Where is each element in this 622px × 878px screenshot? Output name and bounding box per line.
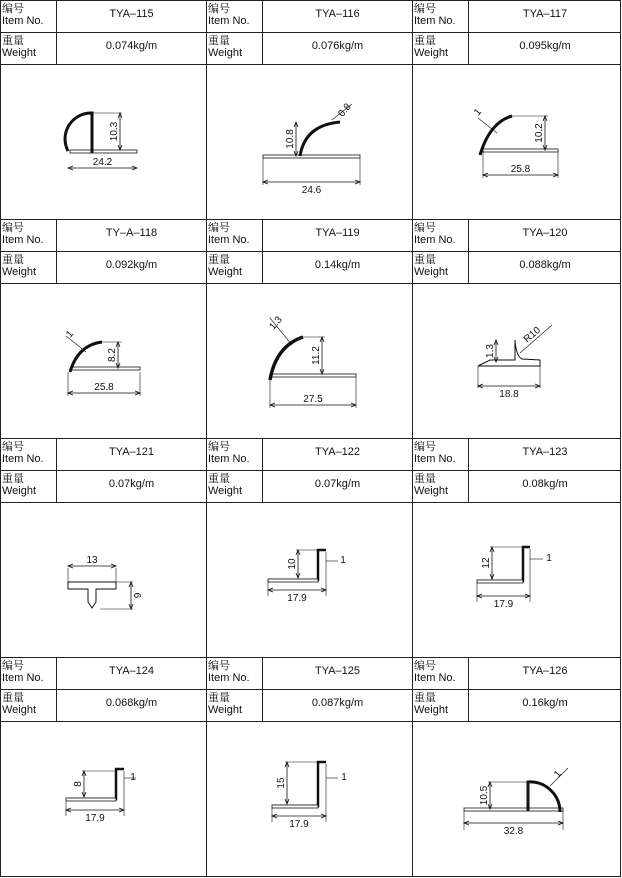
dimension-label: 27.5	[303, 394, 323, 405]
dimension-label: 8.2	[107, 348, 118, 362]
weight-label-cn: 重量	[414, 254, 436, 266]
dimension-label: 17.9	[287, 593, 307, 604]
item-label-cn: 编号	[414, 3, 436, 15]
dimension-label: R10	[521, 324, 543, 346]
weight-label-cn: 重量	[2, 692, 24, 704]
weight-label-en: Weight	[208, 47, 243, 59]
dimension-label: 1	[64, 328, 77, 341]
profile-drawing	[65, 113, 137, 170]
item-number: TYA–121	[108, 446, 155, 458]
item-label-cn: 编号	[208, 441, 230, 453]
item-label-cn: 编号	[414, 660, 436, 672]
item-number: TYA–115	[109, 8, 154, 20]
profile-drawing	[477, 547, 552, 610]
item-label-en: Item No.	[414, 234, 456, 246]
item-number: TYA–116	[315, 8, 360, 20]
weight-label-cn: 重量	[414, 473, 436, 485]
item-weight: 0.07kg/m	[314, 478, 361, 490]
dimension-label: 24.2	[92, 157, 113, 168]
profile-drawing	[68, 555, 144, 609]
item-label-cn: 编号	[2, 660, 24, 672]
profile-drawing	[464, 768, 568, 837]
profile-drawing	[66, 769, 136, 824]
dimension-label: 32.8	[503, 826, 524, 837]
weight-label-cn: 重量	[208, 35, 230, 47]
weight-label-en: Weight	[208, 485, 243, 497]
item-label-cn: 编号	[414, 222, 436, 234]
item-label-en: Item No.	[2, 15, 44, 27]
dimension-label: 10	[287, 558, 298, 570]
item-label-en: Item No.	[208, 453, 250, 465]
dimension-label: 25.8	[94, 382, 114, 393]
dimension-label: 1	[341, 772, 347, 783]
dimension-label: 11.2	[311, 346, 322, 365]
profile-drawing	[478, 325, 552, 400]
item-weight: 0.088kg/m	[519, 259, 571, 271]
weight-label-en: Weight	[414, 704, 449, 716]
dimension-label: 10.8	[285, 129, 296, 149]
dimension-label: 18.8	[499, 389, 519, 400]
profile-drawing	[472, 106, 558, 178]
item-label-cn: 编号	[2, 3, 24, 15]
dimension-label: 1	[552, 768, 565, 781]
weight-label-en: Weight	[2, 266, 37, 278]
dimension-label: 8	[73, 781, 84, 787]
weight-label-cn: 重量	[208, 473, 230, 485]
dimension-label: 1	[340, 555, 346, 566]
weight-label-en: Weight	[2, 485, 37, 497]
dimension-label: 9	[133, 592, 144, 599]
item-number: TY–A–118	[105, 227, 158, 239]
item-label-cn: 编号	[208, 3, 230, 15]
profile-drawing	[263, 101, 360, 196]
item-weight: 0.076kg/m	[311, 40, 364, 52]
weight-label-en: Weight	[414, 485, 449, 497]
dimension-label: 10.2	[534, 123, 545, 143]
weight-label-cn: 重量	[414, 692, 436, 704]
dimension-label: 1	[130, 772, 136, 783]
item-number: TYA–125	[314, 665, 361, 677]
dimension-label: 17.9	[493, 599, 514, 610]
dimension-label: 12	[481, 557, 492, 569]
item-weight: 0.087kg/m	[311, 697, 364, 709]
weight-label-cn: 重量	[208, 692, 230, 704]
item-label-cn: 编号	[208, 660, 230, 672]
weight-label-en: Weight	[2, 47, 37, 59]
weight-label-cn: 重量	[414, 35, 436, 47]
dimension-label: 10.5	[479, 785, 490, 806]
profile-drawing	[272, 762, 347, 830]
dimension-label: 1.3	[267, 314, 285, 333]
item-label-en: Item No.	[414, 15, 456, 27]
dimension-label: 17.9	[85, 813, 105, 824]
weight-label-en: Weight	[414, 266, 449, 278]
dimension-label: 1	[546, 553, 552, 564]
item-weight: 0.16kg/m	[522, 697, 568, 709]
item-number: TYA–123	[522, 446, 568, 458]
item-label-en: Item No.	[414, 672, 456, 684]
weight-label-en: Weight	[414, 47, 449, 59]
weight-label-cn: 重量	[208, 254, 230, 266]
item-number: TYA–122	[314, 446, 361, 458]
item-label-en: Item No.	[208, 234, 250, 246]
weight-label-cn: 重量	[2, 35, 24, 47]
item-number: TYA–124	[108, 665, 155, 677]
profile-drawing	[268, 550, 346, 604]
item-label-en: Item No.	[414, 453, 456, 465]
item-label-en: Item No.	[2, 453, 44, 465]
item-number: TYA–119	[315, 227, 360, 239]
dimension-label: 24.6	[301, 185, 322, 196]
item-weight: 0.08kg/m	[522, 478, 568, 490]
dimension-label: 17.9	[289, 819, 309, 830]
item-label-en: Item No.	[2, 672, 44, 684]
dimension-label: 1.3	[485, 344, 496, 358]
dimension-label: 1	[472, 106, 485, 119]
weight-label-en: Weight	[208, 704, 243, 716]
weight-label-cn: 重量	[2, 254, 24, 266]
item-label-cn: 编号	[414, 441, 436, 453]
item-label-en: Item No.	[208, 15, 250, 27]
item-label-en: Item No.	[208, 672, 250, 684]
item-label-en: Item No.	[2, 234, 44, 246]
profile-drawing	[267, 314, 356, 408]
item-number: TYA–117	[522, 8, 568, 20]
weight-label-en: Weight	[2, 704, 37, 716]
dimension-label: 15	[276, 777, 287, 789]
profile-drawing	[64, 328, 140, 396]
weight-label-en: Weight	[208, 266, 243, 278]
item-number: TYA–120	[522, 227, 568, 239]
dimension-label: 13	[86, 555, 98, 566]
item-weight: 0.14kg/m	[314, 259, 361, 271]
item-label-cn: 编号	[2, 222, 24, 234]
item-label-cn: 编号	[2, 441, 24, 453]
dimension-label: 10.3	[109, 121, 120, 142]
item-number: TYA–126	[522, 665, 568, 677]
item-weight: 0.092kg/m	[105, 259, 158, 271]
weight-label-cn: 重量	[2, 473, 24, 485]
item-weight: 0.07kg/m	[108, 478, 155, 490]
dimension-label: 0.8	[336, 101, 354, 120]
item-label-cn: 编号	[208, 222, 230, 234]
item-weight: 0.068kg/m	[105, 697, 158, 709]
item-weight: 0.095kg/m	[519, 40, 571, 52]
item-weight: 0.074kg/m	[105, 40, 158, 52]
dimension-label: 25.8	[510, 164, 531, 175]
